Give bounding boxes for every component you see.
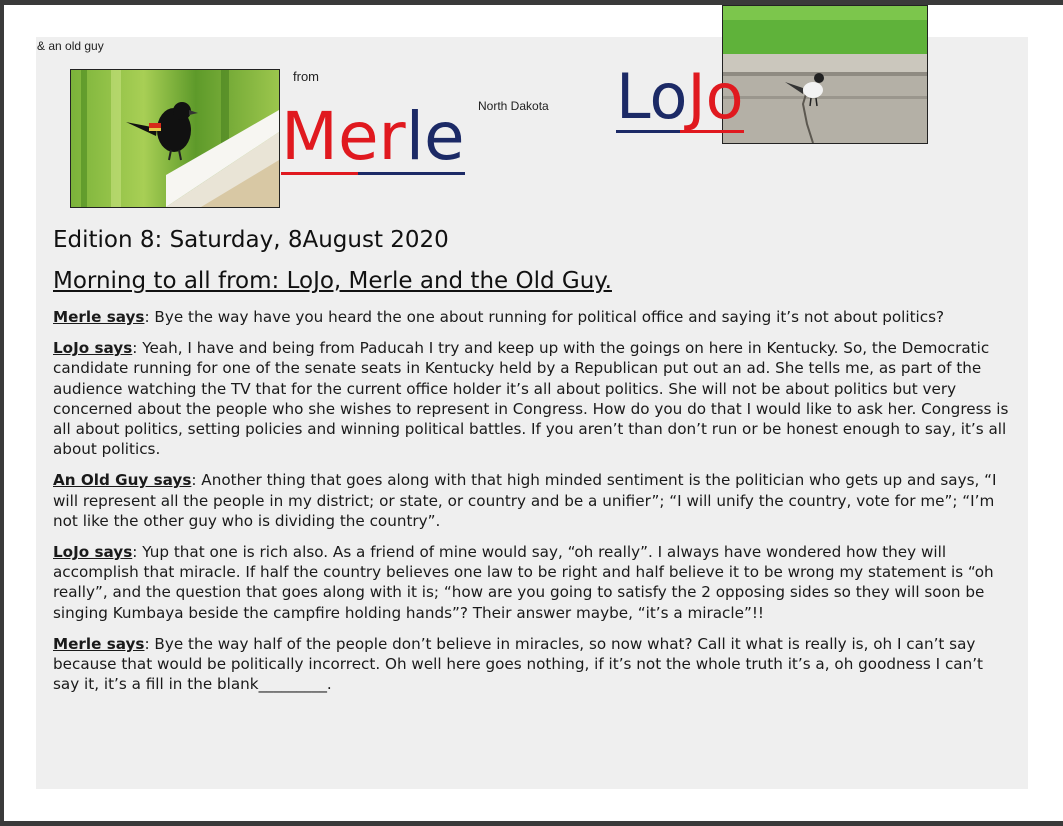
edition-heading: Edition 8: Saturday, 8August 2020 [53,227,449,253]
state-label: North Dakota [478,99,549,113]
speaker-name: LoJo says [53,543,133,562]
entry-text: : Bye the way have you heard the one about running for political office and saying it’s not about politics? [144,308,945,326]
merle-logo-part-navy: le [405,98,465,175]
entry-text: : Yeah, I have and being from Paducah I try and keep up with the goings on here in Kentucky. So, the Democratic candidate running for one of the senate seats in Kentucky held by a Republican put out an ad. She tells me, as part of the audience watching the TV that for the current office holder it’s all about politics. She will not be about politics but very concerned about the people who she wishes to represent in Congress. How do you do that I would like to ask her. Congress is all about politics, setting policies and winning political battles. If you aren’t than don’t run or be honest enough to say, it’s all about politics. [53,339,1009,459]
entry-text: : Another thing that goes along with that high minded sentiment is the politician who gets up and says, “I will represent all the people in my district; or state, or country and be a unifier”; “I will unify the country, vote for me”; “I’m not like the other guy who is dividing the country”. [53,471,997,530]
dialogue-entry [53,307,1013,327]
dialogue [53,307,1013,705]
speaker-name: An Old Guy says [53,471,192,490]
entry-text: : Bye the way half of the people don’t believe in miracles, so now what? Call it what is really is, oh I can’t say because that would be politically incorrect. Oh well here goes nothing, if it’s not the whole truth it’s a, oh goodness I can’t say it, it’s a fill in the blank_________. [53,634,984,694]
from-label: from [293,69,319,84]
speaker-name: LoJo says [53,339,133,358]
speaker-name: Merle says [53,308,145,326]
entry-text: : Yup that one is rich also. As a friend of mine would say, “oh really”. I always have wondered how they will accomplish that miracle. If half the country believes one law to be right and half believe it to be wrong my statement is “oh really”, and the question that goes along with it is; “how are you going to satisfy the 2 opposing sides so they will soon be singing Kumbaya beside the campfire holding hands”? Their answer maybe, “it’s a miracle”!! [53,543,994,622]
speaker-name: Merle says [53,634,145,653]
greeting-heading: Morning to all from: LoJo, Merle and the Old Guy. [53,268,612,294]
blackbird-photo [70,69,280,208]
merle-logo [281,98,465,175]
merle-logo-part-red: Mer [281,98,406,175]
lojo-logo [616,60,744,133]
dialogue-entry [53,470,1013,531]
wagtail-photo [722,5,928,144]
lojo-logo-part-red: Jo [687,60,744,133]
dialogue-entry [53,634,1013,695]
lojo-logo-part-navy: Lo [616,60,688,133]
tagline: & an old guy [37,39,104,53]
dialogue-entry [53,338,1013,459]
dialogue-entry [53,542,1013,623]
